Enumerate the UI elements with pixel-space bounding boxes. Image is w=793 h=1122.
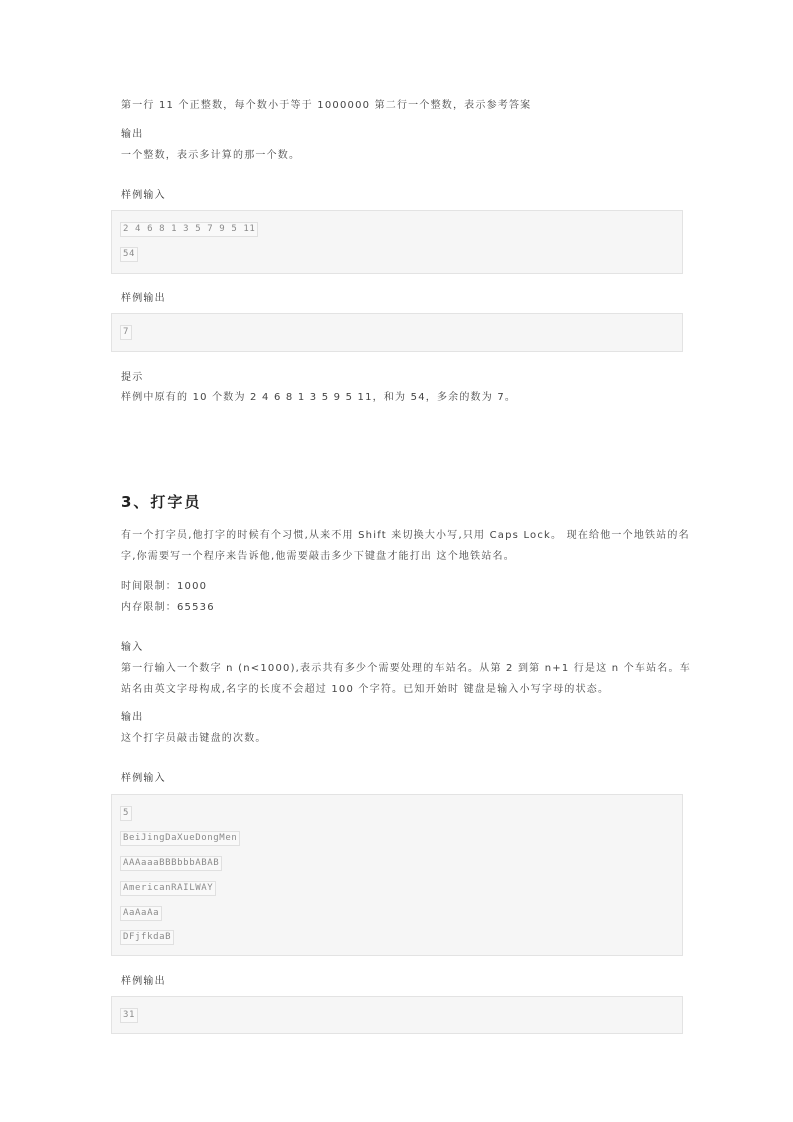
code-line: 2 4 6 8 1 3 5 7 9 5 11 [120,222,258,237]
code-line: 54 [120,247,138,262]
sample-input-heading: 样例输入 [121,773,166,784]
hint-heading: 提示 [121,372,144,383]
sample-output-box [111,313,683,352]
description-line: 字,你需要写一个程序来告诉他,他需要敲击多少下键盘才能打出 这个地铁站名。 [121,551,515,562]
input-description-line: 站名由英文字母构成,名字的长度不会超过 100 个字符。已知开始时 键盘是输入小写字母的状态。 [121,684,610,695]
input-description: 第一行 11 个正整数，每个数小于等于 1000000 第二行一个整数，表示参考答案 [121,100,532,111]
output-heading: 输出 [121,712,144,723]
code-line: AAAaaaBBBbbbABAB [120,856,222,871]
sample-output-heading: 样例输出 [121,976,166,987]
code-line: AmericanRAILWAY [120,881,216,896]
hint-text: 样例中原有的 10 个数为 2 4 6 8 1 3 5 9 5 11，和为 54，多余的数为 7。 [121,392,517,403]
output-description: 这个打字员敲击键盘的次数。 [121,733,267,744]
input-heading: 输入 [121,642,144,653]
sample-output-heading: 样例输出 [121,293,166,304]
sample-input-heading: 样例输入 [121,190,166,201]
time-limit: 时间限制：1000 [121,581,208,592]
code-line: DFjfkdaB [120,930,174,945]
output-heading: 输出 [121,129,144,140]
sample-input-box [111,210,683,274]
code-line: AaAaAa [120,906,162,921]
description-line: 有一个打字员,他打字的时候有个习惯,从来不用 Shift 来切换大小写,只用 Caps Lock。 现在给他一个地铁站的名 [121,530,690,541]
section-title: 3、打字员 [121,493,202,511]
output-description: 一个整数，表示多计算的那一个数。 [121,150,301,161]
code-line: 5 [120,806,132,821]
code-line: BeiJingDaXueDongMen [120,831,240,846]
input-description-line: 第一行输入一个数字 n (n<1000),表示共有多少个需要处理的车站名。从第 2 到第 n+1 行是这 n 个车站名。车 [121,663,691,674]
sample-output-box [111,996,683,1034]
code-line: 7 [120,325,132,340]
code-line: 31 [120,1008,138,1023]
sample-input-box [111,794,683,956]
memory-limit: 内存限制：65536 [121,602,215,613]
